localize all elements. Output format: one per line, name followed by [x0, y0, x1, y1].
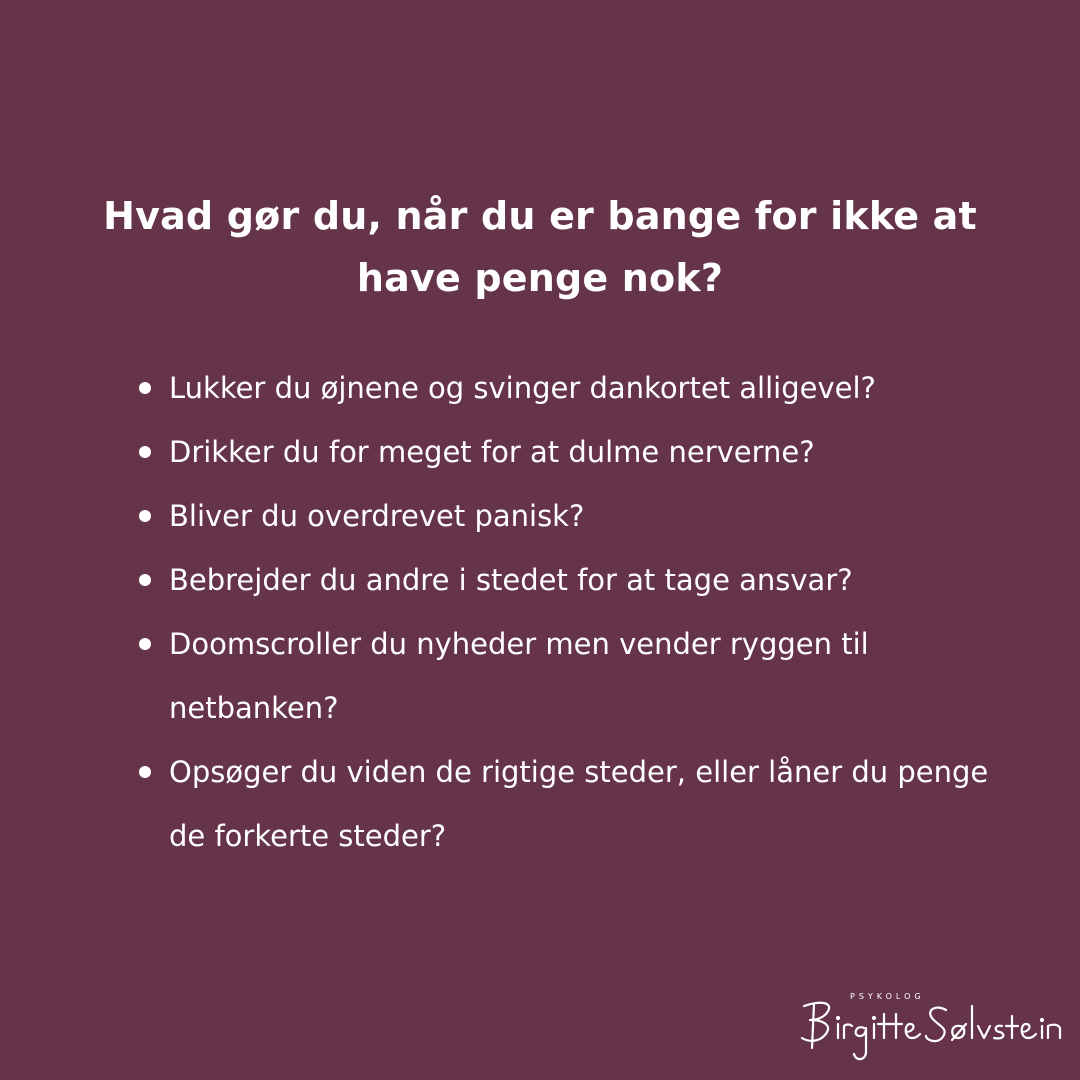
- bullet-icon: [139, 382, 151, 394]
- signature-logo-graphic: [790, 980, 1080, 1080]
- question-list: [135, 356, 1015, 868]
- bullet-icon: [139, 766, 151, 778]
- list-item: [135, 612, 1015, 740]
- list-item: [135, 420, 1015, 484]
- bullet-icon: [139, 446, 151, 458]
- list-item-text: Opsøger du viden de rigtige steder, eller låner du penge de forkerte steder?: [169, 755, 989, 853]
- brand-logo: [790, 980, 1080, 1080]
- list-item: [135, 548, 1015, 612]
- list-item: [135, 356, 1015, 420]
- bullet-icon: [139, 638, 151, 650]
- bullet-icon: [139, 574, 151, 586]
- list-item: [135, 484, 1015, 548]
- list-item-text: Bebrejder du andre i stedet for at tage ansvar?: [169, 563, 853, 597]
- list-item-text: Drikker du for meget for at dulme nerverne?: [169, 435, 815, 469]
- logo-subtitle: PSYKOLOG: [850, 992, 925, 1001]
- list-item-text: Lukker du øjnene og svinger dankortet alligevel?: [169, 371, 876, 405]
- list-item-text: Bliver du overdrevet panisk?: [169, 499, 585, 533]
- list-item: [135, 740, 1015, 868]
- list-item-text: Doomscroller du nyheder men vender ryggen til netbanken?: [169, 627, 869, 725]
- bullet-icon: [139, 510, 151, 522]
- page-title: Hvad gør du, når du er bange for ikke at have penge nok?: [103, 194, 977, 300]
